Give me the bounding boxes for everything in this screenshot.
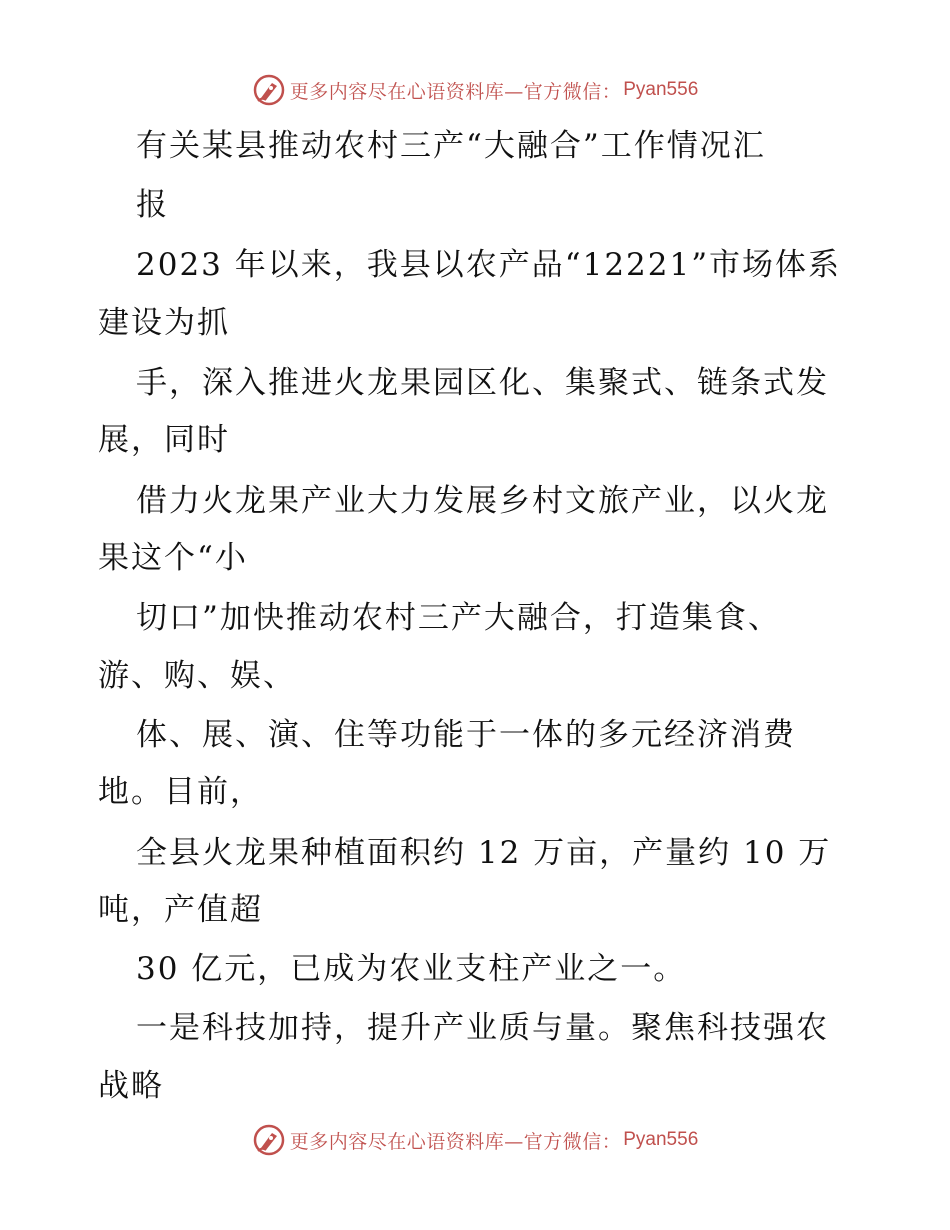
title-line-1: 有关某县推动农村三产“大融合”工作情况汇 <box>136 128 766 164</box>
title-line-2: 报 <box>136 187 169 223</box>
paragraph-line: 地。目前， <box>98 774 263 810</box>
pen-nib-logo-icon <box>252 73 286 107</box>
paragraph-line: 切口”加快推动农村三产大融合，打造集食、 <box>136 600 781 636</box>
paragraph-line: 2023 年以来，我县以农产品“12221”市场体系 <box>136 247 842 283</box>
watermark-text: 更多内容尽在心语资料库—官方微信： <box>289 80 622 103</box>
watermark-text: 更多内容尽在心语资料库—官方微信： <box>289 1130 622 1153</box>
watermark-wechat-id: Pyan556 <box>623 79 699 100</box>
paragraph-line: 展，同时 <box>98 422 230 458</box>
paragraph-line: 一是科技加持，提升产业质与量。聚焦科技强农 <box>136 1010 829 1046</box>
paragraph-line: 吨，产值超 <box>98 892 263 928</box>
paragraph-line: 游、购、娱、 <box>98 658 296 694</box>
paragraph-line: 体、展、演、住等功能于一体的多元经济消费 <box>136 717 796 753</box>
header-watermark <box>0 70 950 110</box>
watermark-wechat-id: Pyan556 <box>623 1129 699 1150</box>
footer-watermark <box>0 1120 950 1160</box>
paragraph-line: 手，深入推进火龙果园区化、集聚式、链条式发 <box>136 365 829 401</box>
paragraph-line: 果这个“小 <box>98 540 248 576</box>
pen-nib-logo-icon <box>252 1123 286 1157</box>
paragraph-line: 30 亿元，已成为农业支柱产业之一。 <box>136 951 687 987</box>
paragraph-line: 建设为抓 <box>98 305 230 341</box>
paragraph-line: 借力火龙果产业大力发展乡村文旅产业，以火龙 <box>136 483 829 519</box>
paragraph-line: 全县火龙果种植面积约 12 万亩，产量约 10 万 <box>136 835 832 871</box>
paragraph-line: 战略 <box>98 1068 164 1104</box>
